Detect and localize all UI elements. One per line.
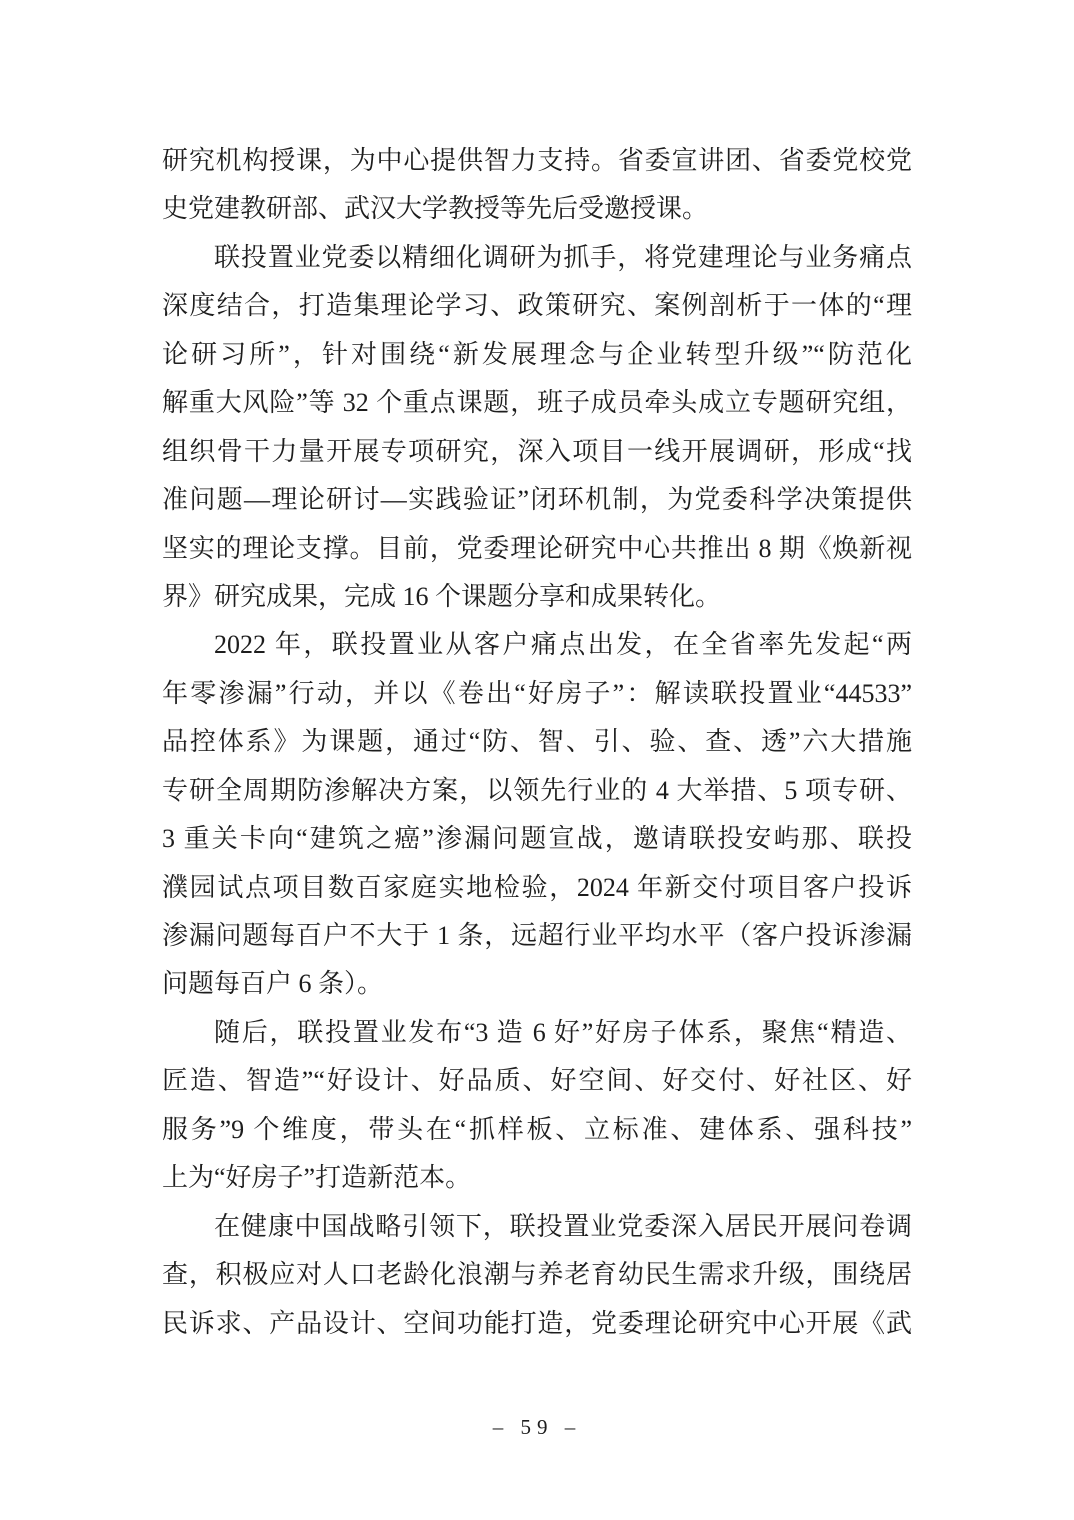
text-line: 随后，联投置业发布“3 造 6 好”好房子体系，聚焦“精造、 bbox=[214, 1017, 912, 1047]
text-line: 匠造、智造”“好设计、好品质、好空间、好交付、好社区、好 bbox=[162, 1066, 912, 1096]
text-line: 组织骨干力量开展专项研究，深入项目一线开展调研，形成“找 bbox=[162, 436, 912, 466]
text-line: 在健康中国战略引领下，联投置业党委深入居民开展问卷调 bbox=[214, 1211, 912, 1241]
text-line: 界》研究成果，完成 16 个课题分享和成果转化。 bbox=[162, 581, 722, 611]
text-line: 坚实的理论支撑。目前，党委理论研究中心共推出 8 期《焕新视 bbox=[162, 533, 912, 563]
text-line: 服务”9 个维度，带头在“抓样板、立标准、建体系、强科技” bbox=[162, 1114, 912, 1144]
text-line: 民诉求、产品设计、空间功能打造，党委理论研究中心开展《武 bbox=[162, 1308, 912, 1338]
body-text bbox=[162, 137, 912, 1348]
text-line: 上为“好房子”打造新范本。 bbox=[162, 1163, 472, 1193]
text-line: 准问题—理论研讨—实践验证”闭环机制，为党委科学决策提供 bbox=[162, 485, 912, 515]
page-number: – 59 – bbox=[492, 1415, 582, 1439]
text-line: 专研全周期防渗解决方案，以领先行业的 4 大举措、5 项专研、 bbox=[162, 775, 912, 805]
text-line: 研究机构授课，为中心提供智力支持。省委宣讲团、省委党校党 bbox=[162, 146, 912, 175]
text-line: 联投置业党委以精细化调研为抓手，将党建理论与业务痛点 bbox=[214, 242, 912, 272]
text-line: 查，积极应对人口老龄化浪潮与养老育幼民生需求升级，围绕居 bbox=[162, 1260, 912, 1290]
text-line: 年零渗漏”行动，并以《卷出“好房子”：解读联投置业“44533” bbox=[162, 678, 912, 708]
text-line: 深度结合，打造集理论学习、政策研究、案例剖析于一体的“理 bbox=[162, 291, 912, 321]
text-line: 3 重关卡向“建筑之癌”渗漏问题宣战，邀请联投安屿那、联投 bbox=[162, 824, 912, 854]
text-line: 问题每百户 6 条）。 bbox=[162, 969, 384, 999]
text-line: 史党建教研部、武汉大学教授等先后受邀授课。 bbox=[162, 194, 709, 224]
text-line: 濮园试点项目数百家庭实地检验，2024 年新交付项目客户投诉 bbox=[162, 872, 912, 902]
text-line: 2022 年，联投置业从客户痛点出发，在全省率先发起“两 bbox=[214, 630, 912, 660]
text-line: 解重大风险”等 32 个重点课题，班子成员牵头成立专题研究组， bbox=[162, 388, 912, 418]
text-line: 论研习所”，针对围绕“新发展理念与企业转型升级”“防范化 bbox=[162, 339, 912, 369]
text-line: 品控体系》为课题，通过“防、智、引、验、查、透”六大措施 bbox=[162, 727, 912, 757]
text-line: 渗漏问题每百户不大于 1 条，远超行业平均水平（客户投诉渗漏 bbox=[162, 921, 912, 950]
